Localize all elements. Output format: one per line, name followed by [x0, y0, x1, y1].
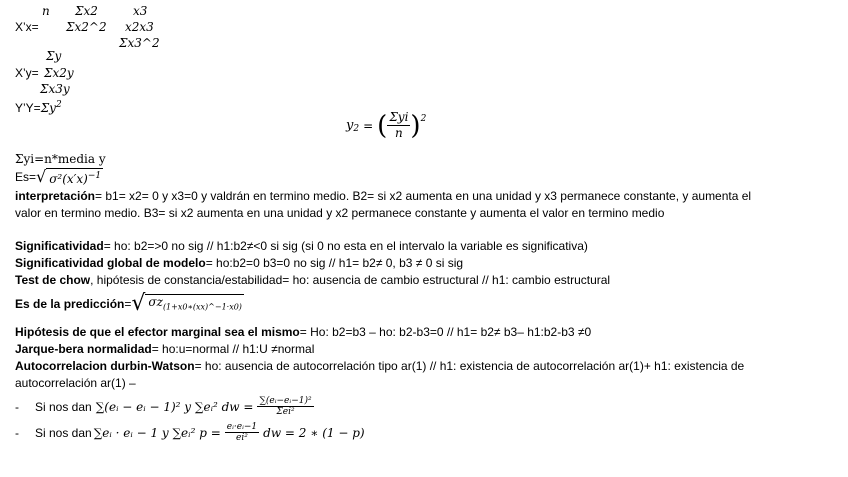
interpretacion-label: interpretación	[15, 189, 96, 203]
matrix-yy-label: Y’Y=	[15, 101, 41, 115]
matrix-xx-r2c3: x2x3	[125, 20, 154, 34]
matrix-xx-r1c3: x3	[133, 4, 148, 18]
hipotesis-efecto-line	[15, 324, 760, 341]
durbin-watson-text: = ho: ausencia de autocorrelación tipo ar(1) // h1: existencia de autocorrelación ar(1)+ h1: existencia de autocorrelación ar(1) –	[15, 359, 745, 390]
bullet-frac-num: ∑(eᵢ−eᵢ−1)²	[259, 396, 312, 406]
formula-y2-lhs: y	[346, 117, 354, 133]
bullet-expr: ∑(eᵢ − eᵢ − 1)² y ∑eᵢ² dw =	[95, 399, 254, 414]
matrix-xx-r1c1: n	[42, 4, 50, 18]
formula-y2	[346, 110, 426, 141]
significatividad-label: Significatividad	[15, 239, 104, 253]
formula-y2-fraction	[387, 110, 410, 141]
sqrt-icon: √	[36, 167, 47, 186]
es-formula	[15, 168, 103, 186]
formula-y2-num: Σyi	[389, 110, 409, 124]
matrix-xx-r2c2: Σx2^2	[66, 20, 107, 34]
jarque-bera-label: Jarque-bera normalidad	[15, 342, 152, 356]
matrix-xy-r3: Σx3y	[40, 82, 70, 96]
significatividad-global-label: Significatividad global de modelo	[15, 256, 206, 270]
bullet-lead: Si nos dan	[35, 425, 92, 440]
bullet-item-2	[15, 422, 365, 443]
bullet-frac-den: ei²	[236, 433, 248, 443]
interpretacion-paragraph	[15, 188, 760, 222]
right-paren-icon: )	[410, 110, 421, 141]
es-expr: σ²(x′x)	[49, 172, 88, 186]
significatividad-text: = ho: b2=>0 no sig // h1:b2≠<0 si sig (si 0 no esta en el intervalo la variable es significativa)	[103, 239, 588, 253]
es-radicand	[46, 168, 103, 186]
bullet-marker: -	[15, 425, 19, 440]
es-prediccion-radicand-text: σz	[148, 295, 163, 309]
significatividad-global-line	[15, 255, 760, 272]
significatividad-line	[15, 238, 760, 255]
matrix-yy-exp: 2	[55, 100, 62, 110]
bullet-marker: -	[15, 399, 19, 414]
sqrt-icon: √	[131, 291, 146, 317]
significatividad-global-text: = ho:b2=0 b3=0 no sig // h1= b2≠ 0, b3 ≠ 0 si sig	[205, 256, 464, 270]
matrix-xx-r3c3: Σx3^2	[119, 36, 160, 50]
sum-yi: Σyi=n*media y	[15, 152, 106, 166]
bullet-fraction	[257, 396, 313, 417]
es-exp: −1	[87, 171, 102, 181]
test-chow-line	[15, 272, 760, 289]
bullet-item-1	[15, 396, 314, 417]
bullet-tail: dw = 2 ∗ (1 − p)	[263, 425, 365, 440]
es-prediccion-radicand	[145, 294, 244, 314]
durbin-watson-label: Autocorrelacion durbin-Watson	[15, 359, 195, 373]
formula-y2-eq: =	[363, 118, 374, 133]
test-chow-label: Test de chow	[15, 273, 91, 287]
bullet-fraction	[225, 422, 259, 443]
es-prediccion-label: Es de la predicción	[15, 297, 125, 312]
bullet-lead: Si nos dan	[35, 399, 92, 414]
matrix-xy-r1: Σy	[46, 49, 62, 63]
matrix-yy	[15, 98, 62, 115]
test-chow-text: , hipótesis de constancia/estabilidad= ho: ausencia de cambio estructural // h1: cambio estructural	[90, 273, 611, 287]
bullet-frac-num: eᵢ·eᵢ−1	[226, 422, 258, 432]
formula-y2-lhs-exp: 2	[353, 124, 360, 134]
jarque-bera-text: = ho:u=normal // h1:U ≠normal	[151, 342, 315, 356]
matrix-xx-label: X’x=	[15, 20, 39, 34]
durbin-watson-paragraph	[15, 358, 760, 392]
matrix-xy-r2: Σx2y	[44, 66, 74, 80]
matrix-xx-r1c2: Σx2	[75, 4, 98, 18]
formula-y2-exp: 2	[420, 114, 427, 124]
formula-y2-den: n	[395, 126, 403, 140]
es-prediccion-eq: =	[124, 297, 132, 312]
jarque-bera-line	[15, 341, 760, 358]
hipotesis-efecto-text: = Ho: b2=b3 – ho: b2-b3=0 // h1= b2≠ b3– h1:b2-b3 ≠0	[299, 325, 592, 339]
es-prediccion-line	[15, 291, 244, 317]
left-paren-icon: (	[377, 110, 388, 141]
es-prediccion-sub: (1+x0∗(xx)^−1·x0)	[162, 302, 242, 312]
matrix-yy-expr: Σy	[40, 101, 56, 115]
bullet-frac-den: Σei²	[276, 407, 295, 417]
es-label: Es=	[15, 170, 37, 184]
interpretacion-text: = b1= x2= 0 y x3=0 y valdrán en termino medio. B2= si x2 aumenta en una unidad y x3 permanece constante, y aumenta el valor en termino medio. B3= si x2 aumenta en una unidad y x2 permanece constante y aumenta el valor en termino medio	[15, 189, 752, 220]
bullet-expr: ∑eᵢ · eᵢ − 1 y ∑eᵢ² p =	[93, 425, 221, 440]
hipotesis-efecto-label: Hipótesis de que el efector marginal sea el mismo	[15, 325, 300, 339]
matrix-xy-label: X’y=	[15, 66, 39, 80]
